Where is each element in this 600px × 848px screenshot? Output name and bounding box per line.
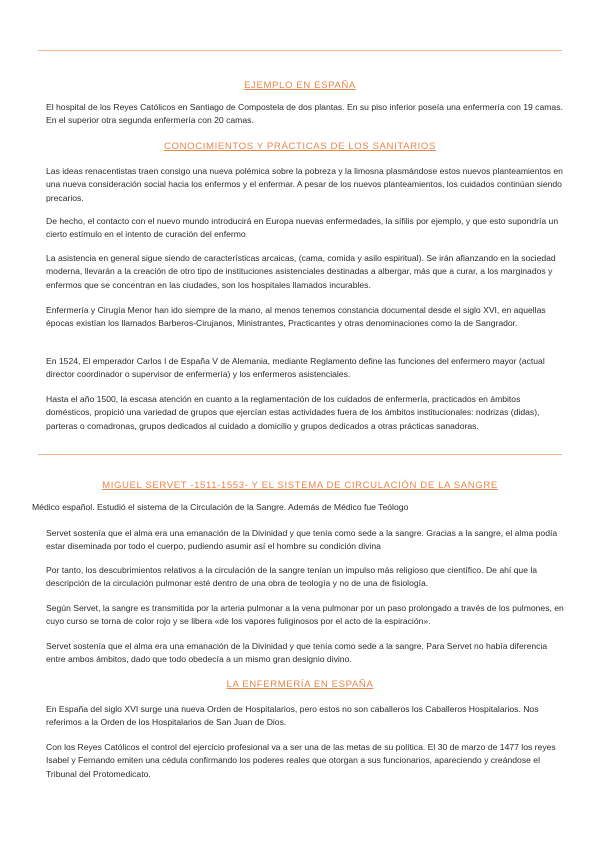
paragraph: En España del siglo XVI surge una nueva Orden de Hospitalarios, pero estos no son caballeros los Caballeros Hospitalarios. Nos referimos a la Orden de los Hospitalarios de San Juan de Dios.	[46, 704, 539, 728]
paragraph: Servet sostenía que el alma era una emanación de la Divinidad y que tenía como sede a la sangre. Gracias a la sangre, el alma podía estar diseminada por todo el cuerpo, pudiendo asumir así el hombre su condición divina	[46, 528, 558, 552]
section-heading-ejemplo: EJEMPLO EN ESPAÑA	[244, 80, 356, 91]
section-heading-servet: MIGUEL SERVET -1511-1553- Y EL SISTEMA DE CIRCULACIÓN DE LA SANGRE	[102, 480, 498, 491]
section-heading-conocimientos: CONOCIMIENTOS Y PRÁCTICAS DE LOS SANITARIOS	[164, 141, 436, 152]
section-heading-enfermeria: LA ENFERMERÍA EN ESPAÑA	[226, 679, 374, 690]
middle-divider	[38, 454, 562, 455]
paragraph: Servet sostenía que el alma era una emanación de la Divinidad y que tenía como sede a la sangre. Para Servet no había diferencia entre ambos ámbitos, dado que todo obedecía a un mismo gran designio divino.	[46, 641, 548, 665]
paragraph: De hecho, el contacto con el nuevo mundo introducirá en Europa nuevas enfermedades, la sífilis por ejemplo, y que esto supondría un cierto estímulo en el intento de curación del enfermo	[46, 216, 559, 240]
paragraph: La asistencia en general sigue siendo de características arcaicas, (cama, comida y asilo espiritual). Se irán afianzando en la sociedad moderna, llevarán a la creación de otro tipo de instituciones asistenciales destinadas a albergar, más que a curar, a los marginados y enfermos que se concentran en las ciudades, son los hospitales llamados incurables.	[46, 253, 556, 290]
paragraph: Según Servet, la sangre es transmitida por la arteria pulmonar a la vena pulmonar por un paso prolongado a través de los pulmones, en cuyo curso se torna de color rojo y se libera «de los vapores fuliginosos por el acto de la espiración».	[46, 603, 564, 627]
paragraph: Por tanto, los descubrimientos relativos a la circulación de la sangre tenían un impulso más religioso que científico. De ahí que la descripción de la circulación pulmonar esté dentro de una obra de teología y no de una de fisiología.	[46, 565, 538, 589]
paragraph: En 1524, El emperador Carlos I de España V de Alemania, mediante Reglamento define las funciones del enfermero mayor (actual director coordinador o supervisor de enfermería) y los enfermeros asistenciales.	[46, 356, 545, 380]
paragraph: Enfermería y Cirugía Menor han ido siempre de la mano, al menos tenemos constancia documental desde el siglo XVI, en aquellas épocas existían los llamados Barberos-Cirujanos, Ministrantes, Practicantes y otras denominaciones como la de Sangrador.	[46, 305, 546, 329]
section-intro: Médico español. Estudió el sistema de la Circulación de la Sangre. Además de Médico fue Teólogo	[32, 502, 409, 512]
paragraph: El hospital de los Reyes Católicos en Santiago de Compostela de dos plantas. En su piso inferior poseía una enfermería con 19 camas. En el superior otra segunda enfermería con 20 camas.	[46, 102, 563, 126]
paragraph: Las ideas renacentistas traen consigo una nueva polémica sobre la pobreza y la limosna plasmándose estos nuevos planteamientos en una nueva consideración social hacia los enfermos y el enfermar. A pesar de los nuevos planteamientos, los cuidados continúan siendo precarios.	[46, 166, 563, 203]
paragraph: Con los Reyes Católicos el control del ejercicio profesional va a ser una de las metas de su política. El 30 de marzo de 1477 los reyes Isabel y Fernando emiten una cédula confirmando los poderes reales que otorgan a sus funcionarios, apareciendo y creándose el Tribunal del Protomedicato.	[46, 742, 556, 779]
top-divider	[38, 50, 562, 51]
paragraph: Hasta el año 1500, la escasa atención en cuanto a la reglamentación de los cuidados de enfermería, practicados en ámbitos domésticos, propició una variedad de grupos que ejercían estas actividades fuera de los ámbitos institucionales: nodrizas (didas), parteras o comadronas, grupos dedicados al cuidado a domicilio y grupos dedicados a otras prácticas sanadoras.	[46, 394, 540, 431]
